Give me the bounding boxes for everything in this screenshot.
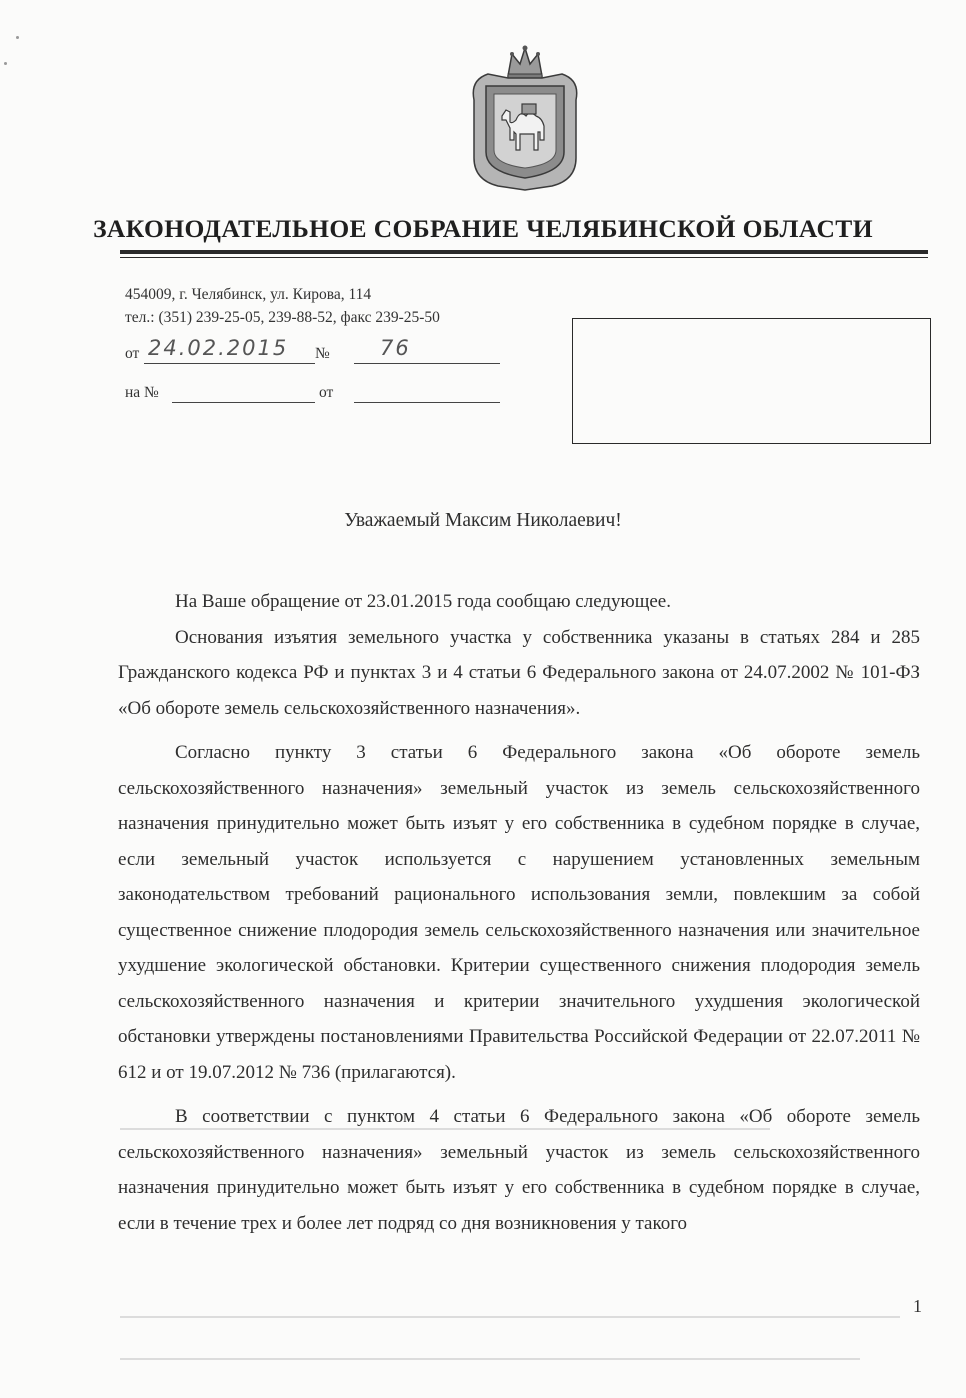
letter-body	[118, 584, 920, 1241]
header-rule-thick	[120, 250, 928, 254]
header-rule-thin	[120, 257, 928, 258]
reply-number-prefix: на №	[125, 384, 159, 401]
bleed-through-line	[120, 1316, 900, 1318]
date-underline	[144, 363, 315, 364]
number-prefix: №	[315, 345, 330, 362]
reply-date-prefix: от	[319, 384, 334, 401]
number-underline	[354, 363, 500, 364]
page-number: 1	[913, 1296, 922, 1316]
paragraph: На Ваше обращение от 23.01.2015 года сообщаю следующее.	[175, 591, 671, 612]
paragraph: В соответствии с пунктом 4 статьи 6 Федерального закона «Об обороте земель сельскохозяйственного назначения» земельный участок из земель сельскохозяйственного назначения принудительно может быть изъят у его собственника в судебном порядке в случае, если в течение трех и более лет подряд со дня возникновения у такого	[118, 1106, 920, 1234]
scan-speck	[16, 36, 19, 39]
organization-title: ЗАКОНОДАТЕЛЬНОЕ СОБРАНИЕ ЧЕЛЯБИНСКОЙ ОБЛАСТИ	[93, 214, 873, 243]
paragraph: Основания изъятия земельного участка у собственника указаны в статьях 284 и 285 Гражданского кодекса РФ и пунктах 3 и 4 статьи 6 Федерального закона от 24.07.2002 № 101-ФЗ «Об обороте земель сельскохозяйственного назначения».	[118, 626, 920, 719]
handwritten-date: 24.02.2015	[148, 336, 289, 360]
date-prefix: от	[125, 345, 140, 362]
contact-phones: тел.: (351) 239-25-05, 239-88-52, факс 239-25-50	[125, 309, 440, 326]
bleed-through-line	[120, 1128, 770, 1130]
reply-date-underline	[354, 402, 500, 403]
postal-address: 454009, г. Челябинск, ул. Кирова, 114	[125, 286, 372, 303]
bleed-through-line	[120, 1358, 860, 1360]
coat-of-arms-emblem	[468, 40, 582, 192]
addressee-box	[572, 318, 931, 444]
reply-number-underline	[172, 402, 315, 403]
paragraph: Согласно пункту 3 статьи 6 Федерального закона «Об обороте земель сельскохозяйственного назначения» земельный участок из земель сельскохозяйственного назначения принудительно может быть изъят у его собственника в судебном порядке в случае, если земельный участок используется с нарушением установленных земельным законодательством требований рационального использования земли, повлекшим за собой существенное снижение плодородия земель сельскохозяйственного назначения или значительное ухудшение экологической обстановки. Критерии существенного снижения плодородия земель сельскохозяйственного назначения и критерии значительного ухудшения экологической обстановки утверждены постановлениями Правительства Российской Федерации от 22.07.2011 № 612 и от 19.07.2012 № 736 (прилагаются).	[118, 742, 920, 1083]
handwritten-number: 76	[380, 336, 411, 360]
crown-icon	[508, 46, 542, 81]
scan-speck	[4, 62, 7, 65]
salutation: Уважаемый Максим Николаевич!	[344, 510, 622, 531]
